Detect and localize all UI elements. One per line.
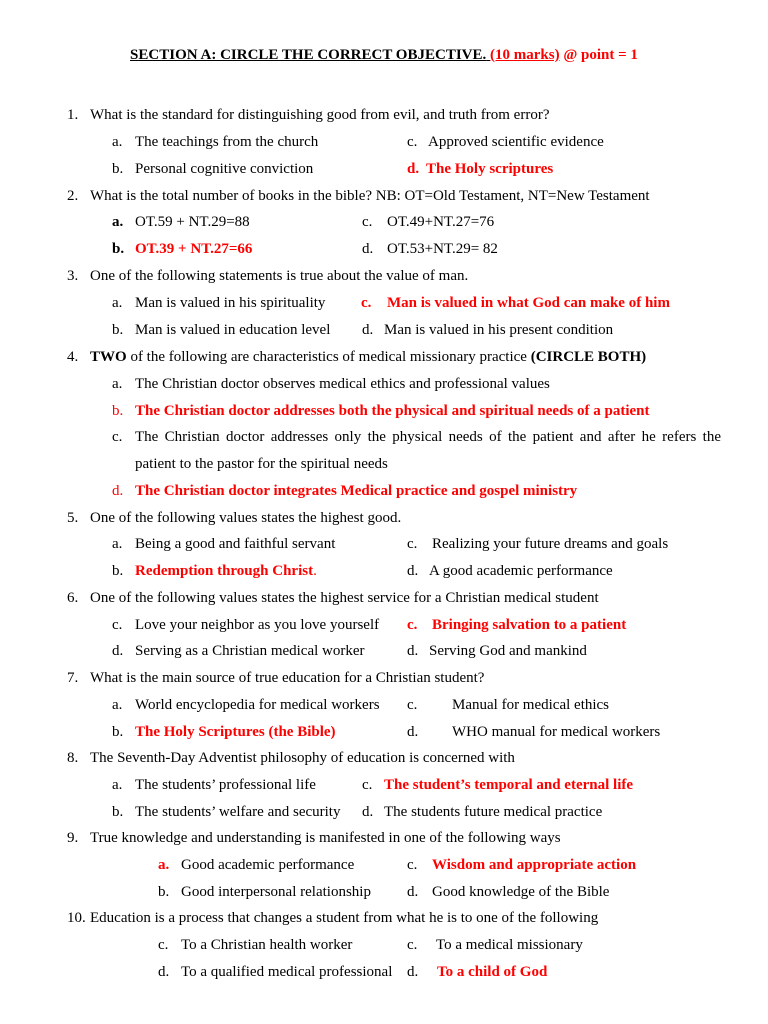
option-text: Man is valued in education level bbox=[135, 322, 331, 338]
option-text: Love your neighbor as you love yourself bbox=[135, 617, 380, 633]
option: d. bbox=[112, 643, 124, 659]
question-text: True knowledge and understanding is manifested in one of the following ways bbox=[90, 830, 561, 846]
option: d. bbox=[407, 563, 419, 579]
option-text: The Christian doctor observes medical ethics and professional values bbox=[135, 376, 550, 392]
option-text: Good interpersonal relationship bbox=[181, 884, 371, 900]
option: d. bbox=[407, 643, 419, 659]
correct-option: b. bbox=[112, 403, 124, 419]
correct-option-text: The Holy scriptures bbox=[426, 161, 554, 177]
question-number: 2. bbox=[67, 188, 79, 204]
correct-option-text: OT.39 + NT.27=66 bbox=[135, 241, 253, 257]
option-text: Manual for medical ethics bbox=[452, 697, 610, 713]
option-text: To a medical missionary bbox=[436, 937, 583, 953]
option-text: The students future medical practice bbox=[384, 804, 603, 820]
correct-option-text: Man is valued in what God can make of him bbox=[387, 295, 670, 311]
option-text-continued: patient to the pastor for the spiritual needs bbox=[135, 456, 388, 472]
correct-option-text: The Christian doctor addresses both the physical and spiritual needs of a patient bbox=[135, 403, 650, 419]
option: a. bbox=[112, 697, 123, 713]
option: c. bbox=[407, 937, 418, 953]
option-text: Serving God and mankind bbox=[429, 643, 587, 659]
option: d. bbox=[407, 964, 419, 980]
correct-option-text: Wisdom and appropriate action bbox=[432, 857, 637, 873]
question-number: 1. bbox=[67, 107, 79, 123]
section-title bbox=[0, 47, 768, 64]
option: d. bbox=[407, 724, 419, 740]
option: a. bbox=[112, 536, 123, 552]
option-text: OT.49+NT.27=76 bbox=[387, 214, 495, 230]
question-number: 9. bbox=[67, 830, 79, 846]
option-text: OT.59 + NT.29=88 bbox=[135, 214, 250, 230]
option: a. bbox=[112, 376, 123, 392]
question-number: 7. bbox=[67, 670, 79, 686]
option-text: OT.53+NT.29= 82 bbox=[387, 241, 498, 257]
correct-option: d. bbox=[407, 161, 420, 177]
option: a. bbox=[112, 777, 123, 793]
option-text: World encyclopedia for medical workers bbox=[135, 697, 380, 713]
option-text: Man is valued in his present condition bbox=[384, 322, 614, 338]
question-number: 6. bbox=[67, 590, 79, 606]
option-text: Approved scientific evidence bbox=[428, 134, 604, 150]
correct-option: d. bbox=[112, 483, 124, 499]
option-text: Good knowledge of the Bible bbox=[432, 884, 610, 900]
option-text: To a qualified medical professional bbox=[181, 964, 393, 980]
question-text: Education is a process that changes a student from what he is to one of the following bbox=[90, 910, 599, 926]
question-text: The Seventh-Day Adventist philosophy of education is concerned with bbox=[90, 750, 515, 766]
question-number: 10. bbox=[67, 910, 86, 926]
option-text: To a Christian health worker bbox=[181, 937, 353, 953]
option: c. bbox=[362, 777, 373, 793]
correct-option: c. bbox=[407, 617, 418, 633]
question-text: What is the standard for distinguishing good from evil, and truth from error? bbox=[90, 107, 550, 123]
question-text: What is the total number of books in the bible? NB: OT=Old Testament, NT=New Testament bbox=[90, 188, 650, 204]
option: b. bbox=[158, 884, 170, 900]
point-label: @ point = 1 bbox=[563, 47, 638, 63]
option-text: Realizing your future dreams and goals bbox=[432, 536, 669, 552]
option: c. bbox=[112, 429, 123, 445]
option: b. bbox=[112, 161, 124, 177]
option-text: The students’ welfare and security bbox=[135, 804, 341, 820]
option: a. bbox=[158, 857, 170, 873]
option: d. bbox=[362, 241, 374, 257]
correct-option: c. bbox=[361, 295, 372, 311]
question-number: 8. bbox=[67, 750, 79, 766]
option-text: WHO manual for medical workers bbox=[452, 724, 661, 740]
option-text: The Christian doctor addresses only the physical needs of the patient and after he refers the bbox=[135, 429, 721, 445]
option: d. bbox=[362, 322, 374, 338]
correct-option-text: Bringing salvation to a patient bbox=[432, 617, 627, 633]
option-text: Personal cognitive conviction bbox=[135, 161, 314, 177]
option-text: Serving as a Christian medical worker bbox=[135, 643, 365, 659]
marks-label: (10 marks) bbox=[490, 47, 560, 63]
option: d. bbox=[362, 804, 374, 820]
option: d. bbox=[407, 884, 419, 900]
option: b. bbox=[112, 322, 124, 338]
question-number: 4. bbox=[67, 349, 79, 365]
option-text: The students’ professional life bbox=[135, 777, 316, 793]
option: b. bbox=[112, 724, 124, 740]
option: c. bbox=[407, 857, 418, 873]
question-text: One of the following values states the highest service for a Christian medical student bbox=[90, 590, 599, 606]
correct-option: b. bbox=[112, 241, 125, 257]
option: c. bbox=[407, 536, 418, 552]
section-heading: SECTION A: CIRCLE THE CORRECT OBJECTIVE. bbox=[130, 47, 487, 63]
correct-option-text: The student’s temporal and eternal life bbox=[384, 777, 634, 793]
option: c. bbox=[407, 697, 418, 713]
question-text: TWO of the following are characteristics of medical missionary practice (CIRCLE BOTH) bbox=[90, 349, 647, 365]
correct-option-text: To a child of God bbox=[437, 964, 548, 980]
correct-option-text: Redemption through Christ. bbox=[135, 563, 317, 579]
option-text: Good academic performance bbox=[181, 857, 355, 873]
correct-option-text: The Holy Scriptures (the Bible) bbox=[135, 724, 336, 740]
question-text: One of the following statements is true about the value of man. bbox=[90, 268, 469, 284]
option: c. bbox=[407, 134, 418, 150]
option-text: Man is valued in his spirituality bbox=[135, 295, 326, 311]
option: b. bbox=[112, 804, 124, 820]
option: a. bbox=[112, 214, 124, 230]
question-number: 3. bbox=[67, 268, 79, 284]
question-number: 5. bbox=[67, 510, 79, 526]
option-text: Being a good and faithful servant bbox=[135, 536, 336, 552]
question-text: One of the following values states the highest good. bbox=[90, 510, 402, 526]
option: d. bbox=[158, 964, 170, 980]
option: b. bbox=[112, 563, 124, 579]
option-text: A good academic performance bbox=[429, 563, 613, 579]
option: a. bbox=[112, 295, 123, 311]
option: c. bbox=[362, 214, 373, 230]
option: c. bbox=[112, 617, 123, 633]
option: c. bbox=[158, 937, 169, 953]
correct-option-text: The Christian doctor integrates Medical practice and gospel ministry bbox=[135, 483, 578, 499]
option-text: The teachings from the church bbox=[135, 134, 319, 150]
option: a. bbox=[112, 134, 123, 150]
question-text: What is the main source of true education for a Christian student? bbox=[90, 670, 485, 686]
